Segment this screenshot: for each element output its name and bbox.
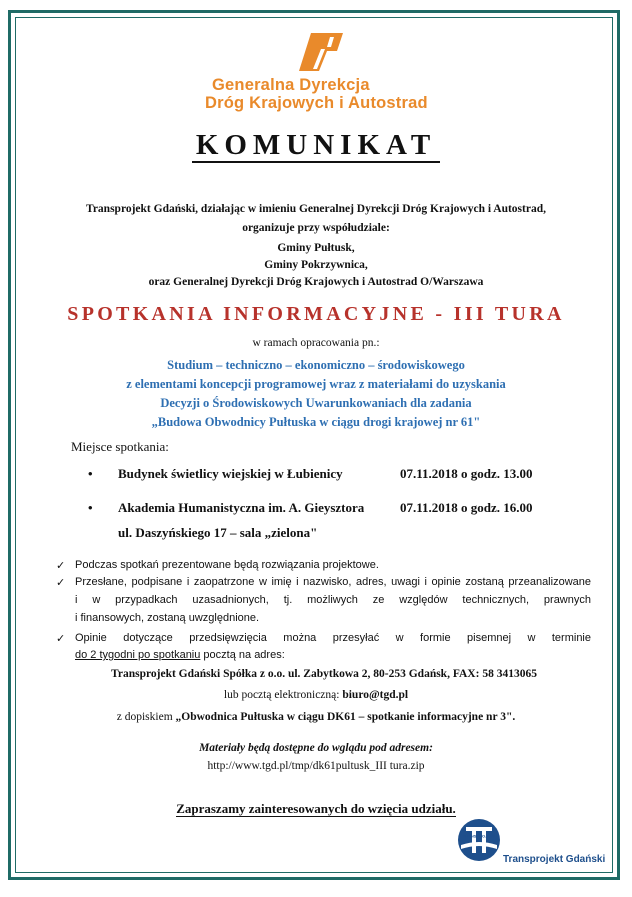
- transprojekt-name: Transprojekt Gdański: [503, 854, 606, 865]
- check-icon: ✓: [56, 559, 66, 572]
- org-name-line2: Dróg Krajowych i Autostrad: [205, 94, 428, 112]
- gddkia-road-icon: [297, 31, 345, 71]
- check-icon: ✓: [56, 632, 66, 645]
- partner-1: Gminy Pułtusk,: [277, 242, 355, 254]
- contact-email-line: lub pocztą elektroniczną: biuro@tgd.pl: [223, 689, 409, 701]
- note-2-line3: i finansowych, zostaną uwzględnione.: [75, 612, 260, 624]
- venue-1-place: Budynek świetlicy wiejskiej w Łubienicy: [118, 466, 343, 481]
- closing-line: Zapraszamy zainteresowanych do wzięcia udziału.: [176, 801, 456, 816]
- note-2-line2: i w przypadkach uzasadnionych, tj. możliwych ze względów technicznych, prawnych: [75, 594, 591, 606]
- venue-2-address: ul. Daszyńskiego 17 – sala „zielona": [118, 525, 318, 540]
- project-line4: „Budowa Obwodnicy Pułtuska w ciągu drogi krajowej nr 61": [151, 415, 481, 429]
- venues-label: Miejsce spotkania:: [71, 439, 169, 454]
- contact-note: „Obwodnica Pułtuska w ciągu DK61 – spotkanie informacyjne nr 3".: [175, 711, 516, 723]
- partner-2: Gminy Pokrzywnica,: [264, 259, 368, 271]
- note-2-line1: Przesłane, podpisane i zaopatrzone w imię i nazwisko, adres, uwagi i opinie zostaną przeanalizowane: [75, 576, 591, 588]
- transprojekt-logo-icon: [457, 818, 501, 862]
- materials-url: http://www.tgd.pl/tmp/dk61pultusk_III tura.zip: [207, 760, 425, 772]
- partner-3: oraz Generalnej Dyrekcji Dróg Krajowych i Autostrad O/Warszawa: [148, 276, 484, 288]
- materials-line: Materiały będą dostępne do wglądu pod adresem:: [199, 742, 433, 754]
- venue-2-date: 07.11.2018 o godz. 16.00: [400, 500, 533, 515]
- intro-line2: organizuje przy współudziale:: [242, 222, 390, 234]
- check-icon: ✓: [56, 576, 66, 589]
- venue-1-date: 07.11.2018 o godz. 13.00: [400, 466, 533, 481]
- document-title: KOMUNIKAT: [0, 129, 632, 162]
- venue-2-place: Akademia Humanistyczna im. A. Gieysztora: [118, 500, 365, 515]
- project-line3: Decyzji o Środowiskowych Uwarunkowaniach dla zadania: [160, 396, 472, 410]
- bullet: •: [88, 466, 93, 481]
- project-intro: w ramach opracowania pn.:: [252, 337, 380, 349]
- note-3-line1: Opinie dotyczące przedsięwzięcia można przesyłać w formie pisemnej w terminie: [75, 632, 591, 644]
- note-1: Podczas spotkań prezentowane będą rozwiązania projektowe.: [75, 559, 379, 571]
- deadline-underlined: do 2 tygodni po spotkaniu: [75, 649, 201, 661]
- note-3-line2: do 2 tygodni po spotkaniu pocztą na adres:: [75, 649, 285, 661]
- bullet: •: [88, 500, 93, 515]
- org-name-line1: Generalna Dyrekcja: [212, 76, 370, 94]
- project-line1: Studium – techniczno – ekonomiczno – środowiskowego: [167, 358, 465, 372]
- contact-email: biuro@tgd.pl: [342, 689, 409, 701]
- contact-address: Transprojekt Gdański Spółka z o.o. ul. Zabytkowa 2, 80-253 Gdańsk, FAX: 58 3413065: [111, 668, 537, 680]
- intro-line1: Transprojekt Gdański, działając w imieniu Generalnej Dyrekcji Dróg Krajowych i Autostrad,: [86, 203, 546, 215]
- transprojekt-badge: TRANSPROJEKT: [462, 833, 496, 839]
- contact-note-line: z dopiskiem „Obwodnica Pułtuska w ciągu DK61 – spotkanie informacyjne nr 3".: [116, 711, 516, 723]
- headline: SPOTKANIA INFORMACYJNE - III TURA: [67, 303, 565, 325]
- project-line2: z elementami koncepcji programowej wraz z materiałami do uzyskania: [126, 377, 506, 391]
